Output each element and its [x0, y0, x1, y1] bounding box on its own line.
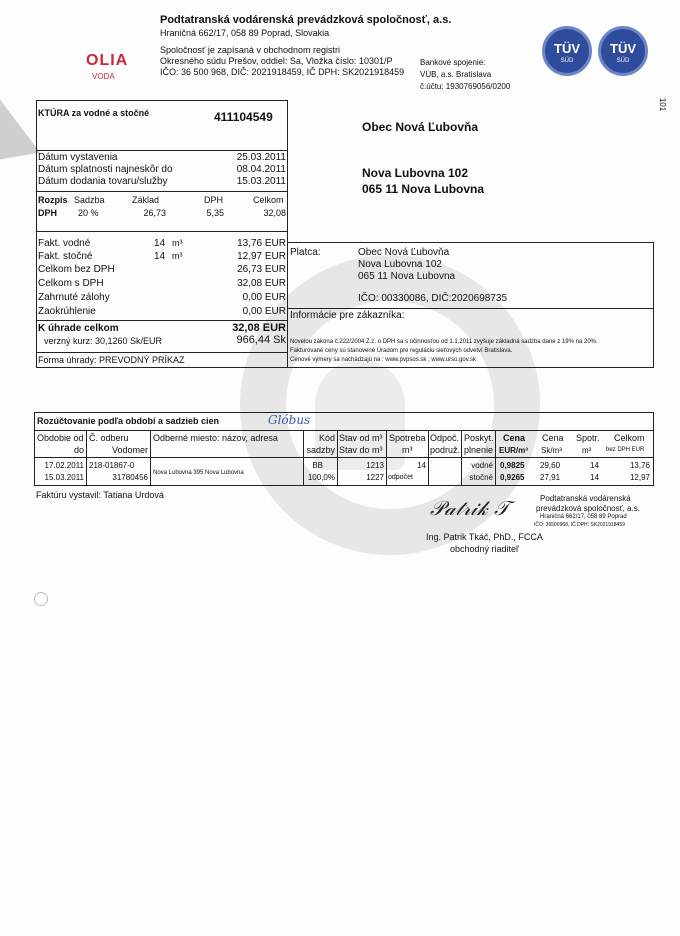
col-stav-1: Stav od m³	[339, 433, 383, 443]
k-uhrade-label: K úhrade celkom	[38, 323, 119, 334]
recipient-name: Obec Nová Ľubovňa	[362, 120, 479, 134]
vat-header-sadzba: Sadzba	[74, 195, 105, 205]
row-spotreba: 14	[417, 461, 426, 470]
col-odber-1: Č. odberu	[89, 433, 129, 443]
bez-dph-value: 26,73 EUR	[237, 264, 286, 275]
payer-ids: IČO: 00330086, DIČ:2020698735	[358, 293, 507, 304]
fakt-stocne-unit: m³	[172, 251, 183, 261]
col-obdobie-1: Obdobie od	[37, 433, 84, 443]
row-cenask-1: 29,60	[540, 461, 561, 470]
info-line-1: Novelou zákona č.222/2004 Z.z. o DPH sa s účinnosťou od 1.1.2011 zvyšuje základná sadzba dane z 19% na 20%.	[290, 339, 598, 345]
col-odpoc-2: podruž.	[430, 445, 461, 455]
vat-row-label: DPH	[38, 208, 58, 218]
col-cena-2: EUR/m³	[499, 446, 528, 455]
punch-hole	[34, 592, 48, 606]
company-logo-sub: VODA	[92, 72, 115, 81]
bank-name: VÚB, a.s. Bratislava	[420, 70, 492, 79]
row-kod-2: 100,0%	[307, 473, 335, 482]
vat-header-dph: DPH	[204, 195, 224, 205]
col-spotr-1: Spotr.	[576, 433, 600, 443]
row-do: 15.03.2011	[44, 473, 84, 482]
stamp-line-1: Podtatranská vodárenská	[540, 494, 631, 503]
col-kod-2: sadzby	[306, 445, 335, 455]
row-odpoc: odpočet	[388, 474, 413, 481]
registry-line-1: Spoločnosť je zapísaná v obchodnom registri	[160, 45, 340, 55]
row-miesto: Nova Lubovna 395 Nova Lubovna	[153, 470, 244, 476]
info-line-3: Cenové výmery sa nachádzajú na : www.pvpsos.sk ; www.urso.gov.sk	[290, 357, 476, 363]
info-label: Informácie pre zákazníka:	[290, 310, 405, 321]
registry-line-2: Okresného súdu Prešov, oddiel: Sa, Vložka číslo: 10301/P	[160, 56, 393, 66]
col-celkom-1: Celkom	[614, 433, 645, 443]
vat-header-zaklad: Základ	[132, 195, 160, 205]
row-celkom-2: 12,97	[629, 473, 650, 482]
date-due-value: 08.04.2011	[236, 164, 286, 175]
fakt-stocne-value: 12,97 EUR	[237, 251, 286, 262]
payer-name: Obec Nová Ľubovňa	[358, 247, 450, 258]
col-miesto: Odberné miesto: názov, adresa	[153, 433, 278, 443]
stamp-line-3: Hraničná 662/17, 058 89 Poprad	[540, 514, 627, 520]
stamp-line-2: prevádzková spoločnosť, a.s.	[536, 504, 640, 513]
company-logo: OLIA	[86, 52, 129, 69]
k-uhrade-value: 32,08 EUR	[232, 322, 286, 334]
row-spotr-2: 14	[590, 473, 599, 482]
col-kod-1: Kód	[318, 433, 335, 443]
row-poskyt-2: stočné	[469, 473, 493, 482]
recipient-city: 065 11 Nova Lubovna	[362, 182, 485, 196]
row-vodomer: 31780456	[112, 473, 148, 482]
payer-city: 065 11 Nova Lubovna	[358, 271, 456, 282]
vat-row-vat: 5,35	[206, 208, 224, 218]
payment-method: Forma úhrady: PREVODNÝ PRÍKAZ	[38, 355, 185, 365]
col-spotreba-1: Spotreba	[389, 433, 426, 443]
vat-row-rate: 20 %	[78, 208, 99, 218]
company-ids: IČO: 36 500 968, DIČ: 2021918459, IČ DPH: SK2021918459	[160, 67, 405, 77]
company-name: Podtatranská vodárenská prevádzková spoločnosť, a.s.	[160, 14, 452, 26]
fakt-vodne-label: Fakt. vodné	[38, 238, 91, 249]
col-cenask-2: Sk/m³	[541, 446, 562, 455]
fakt-vodne-qty: 14	[154, 238, 166, 249]
col-obdobie-2: do	[73, 445, 84, 455]
fakt-stocne-label: Fakt. stočné	[38, 251, 93, 262]
invoice-number: 411104549	[214, 110, 273, 124]
s-dph-value: 32,08 EUR	[237, 278, 286, 289]
row-stav-do: 1227	[366, 473, 384, 482]
col-cena-1: Cena	[503, 433, 526, 443]
col-cenask-1: Cena	[542, 433, 564, 443]
recipient-street: Nova Lubovna 102	[362, 166, 469, 180]
zaokruhlenie-label: Zaokrúhlenie	[38, 306, 96, 317]
col-poskyt-2: plnenie	[464, 445, 494, 455]
date-issued-label: Dátum vystavenia	[38, 152, 118, 163]
row-stav-od: 1213	[366, 461, 384, 470]
row-cena-2: 0,9265	[500, 473, 525, 482]
company-address: Hraničná 662/17, 058 89 Poprad, Slovakia	[160, 28, 330, 38]
row-kod-1: BB	[312, 461, 323, 470]
fakt-vodne-value: 13,76 EUR	[237, 238, 286, 249]
fakt-vodne-unit: m³	[172, 238, 183, 248]
sk-value: 966,44 Sk	[236, 334, 286, 346]
s-dph-label: Celkom s DPH	[38, 278, 104, 289]
handwritten-note: Glóbus	[268, 413, 311, 427]
signature-icon: 𝒫𝒶𝓉𝓇𝒾𝓀 𝒯	[430, 496, 510, 520]
date-issued-value: 25.03.2011	[236, 152, 286, 163]
stamp-line-4: IČO: 36500968, IČ DPH: SK2021918459	[534, 522, 625, 528]
exchange-rate: verzný kurz: 30,1260 Sk/EUR	[44, 336, 163, 346]
row-poskyt-1: vodné	[471, 461, 493, 470]
signer-name: Ing. Patrik Tkáč, PhD., FCCA	[426, 532, 543, 542]
date-delivery-value: 15.03.2011	[236, 176, 286, 187]
row-odber: 218-01867-0	[89, 461, 135, 470]
col-celkom-2: bez DPH EUR	[606, 447, 645, 453]
col-odpoc-1: Odpoč.	[430, 433, 460, 443]
folded-corner	[0, 92, 40, 159]
col-spotr-2: m³	[582, 446, 592, 455]
col-poskyt-1: Poskyt.	[464, 433, 494, 443]
zalohy-value: 0,00 EUR	[242, 292, 286, 303]
row-celkom-1: 13,76	[629, 461, 650, 470]
tuv-badge-icon: TÜV SÜD	[598, 26, 648, 76]
row-cenask-2: 27,91	[540, 473, 561, 482]
side-number: 101	[658, 97, 668, 112]
payer-label: Platca:	[290, 247, 321, 258]
tuv-badge-icon: TÜV SÜD	[542, 26, 592, 76]
signer-role: obchodný riaditeľ	[450, 544, 519, 554]
date-delivery-label: Dátum dodania tovaru/služby	[38, 176, 168, 187]
col-odber-2: Vodomer	[111, 445, 148, 455]
bez-dph-label: Celkom bez DPH	[38, 264, 115, 275]
zalohy-label: Zahrnuté zálohy	[38, 292, 110, 303]
payer-street: Nova Lubovna 102	[358, 259, 442, 270]
issued-by: Faktúru vystavil: Tatiana Urdová	[36, 490, 164, 500]
row-spotr-1: 14	[590, 461, 599, 470]
bank-label: Bankové spojenie:	[420, 58, 486, 67]
fakt-stocne-qty: 14	[154, 251, 166, 262]
zaokruhlenie-value: 0,00 EUR	[242, 306, 286, 317]
vat-header-celkom: Celkom	[253, 195, 284, 205]
invoice-title: KTÚRA za vodné a stočné	[38, 108, 150, 118]
row-cena-1: 0,9825	[500, 461, 525, 470]
col-stav-2: Stav do m³	[339, 445, 383, 455]
vat-row-total: 32,08	[263, 208, 286, 218]
info-line-2: Fakturované ceny sú stanovené Úradom pre reguláciu sieťových odvetví Bratislava.	[290, 348, 513, 354]
row-od: 17.02.2011	[44, 461, 84, 470]
bank-account: č.účtu: 1930769056/0200	[420, 82, 511, 91]
vat-row-base: 26,73	[143, 208, 166, 218]
breakdown-title: Rozúčtovanie podľa období a sadzieb cien	[37, 416, 219, 426]
vat-header-rozpis: Rozpis	[38, 195, 68, 205]
col-spotreba-2: m³	[402, 445, 413, 455]
date-due-label: Dátum splatnosti najneskôr do	[38, 164, 173, 175]
